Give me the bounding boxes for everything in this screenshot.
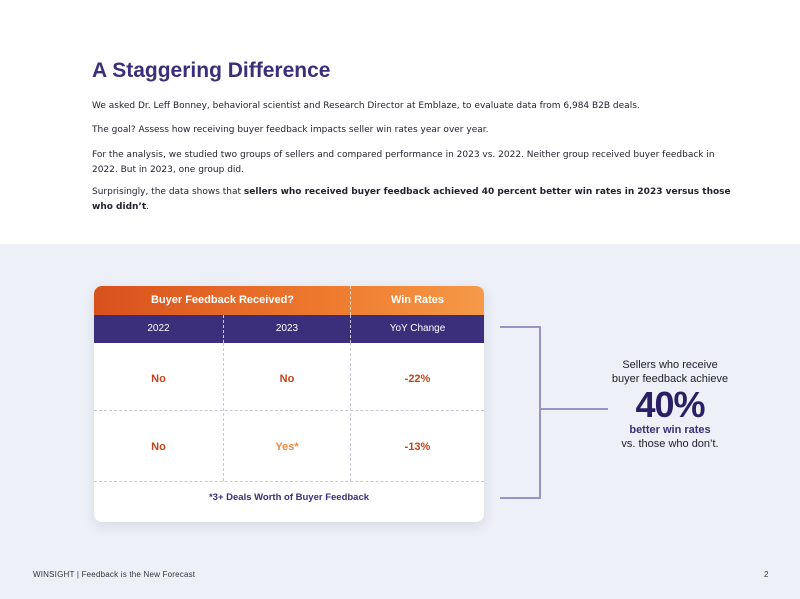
- row2-2023: Yes*: [275, 441, 299, 453]
- goal-paragraph: The goal? Assess how receiving buyer feedback impacts seller win rates year over year.: [92, 125, 489, 135]
- table-column-header: [94, 315, 484, 343]
- callout-line-4: vs. those who don’t.: [621, 438, 719, 450]
- page-number: 2: [764, 570, 769, 579]
- body-divider: [350, 343, 351, 481]
- header-divider: [350, 286, 351, 315]
- column-2022: 2022: [147, 323, 170, 334]
- row1-2022: No: [151, 373, 166, 385]
- table-group-header: [94, 286, 484, 315]
- column-divider: [350, 315, 351, 343]
- footer-brand: WINSIGHT | Feedback is the New Forecast: [33, 570, 196, 579]
- finding-prefix: Surprisingly, the data shows that: [92, 187, 244, 197]
- row-divider: [94, 481, 484, 482]
- stat-callout: [600, 358, 740, 452]
- finding-paragraph: [92, 185, 732, 215]
- table-footnote: *3+ Deals Worth of Buyer Feedback: [208, 492, 370, 503]
- callout-line-2: buyer feedback achieve: [611, 373, 729, 385]
- column-divider: [223, 315, 224, 343]
- column-2023: 2023: [275, 323, 299, 334]
- column-yoy-change: YoY Change: [389, 323, 446, 334]
- bracket-connector: [500, 325, 612, 501]
- row-divider: [94, 410, 484, 411]
- finding-suffix: .: [146, 202, 150, 212]
- body-divider: [223, 343, 224, 481]
- row2-yoy-change: -13%: [404, 441, 431, 453]
- analysis-paragraph: For the analysis, we studied two groups of sellers and compared performance in 2023 vs. 2022. Neither group received buyer feedback in 2022. But in 2023, one group did.: [92, 150, 715, 175]
- row1-yoy-change: -22%: [404, 373, 431, 385]
- callout-line-3: better win rates: [629, 424, 711, 436]
- finding-highlight: sellers who received buyer feedback achieved 40 percent better win rates in 2023 versus those who didn’t: [92, 187, 731, 212]
- callout-line-1: Sellers who receive: [622, 359, 718, 371]
- win-rate-table: [94, 286, 484, 522]
- row1-2023: No: [279, 373, 295, 385]
- callout-percentage: 40%: [635, 384, 705, 425]
- page-title: A Staggering Difference: [92, 59, 331, 82]
- header-win-rates: Win Rates: [390, 294, 445, 306]
- header-feedback-received: Buyer Feedback Received?: [150, 294, 295, 306]
- row2-2022: No: [151, 441, 166, 453]
- intro-paragraph: We asked Dr. Leff Bonney, behavioral scientist and Research Director at Emblaze, to evaluate data from 6,984 B2B deals.: [92, 101, 640, 111]
